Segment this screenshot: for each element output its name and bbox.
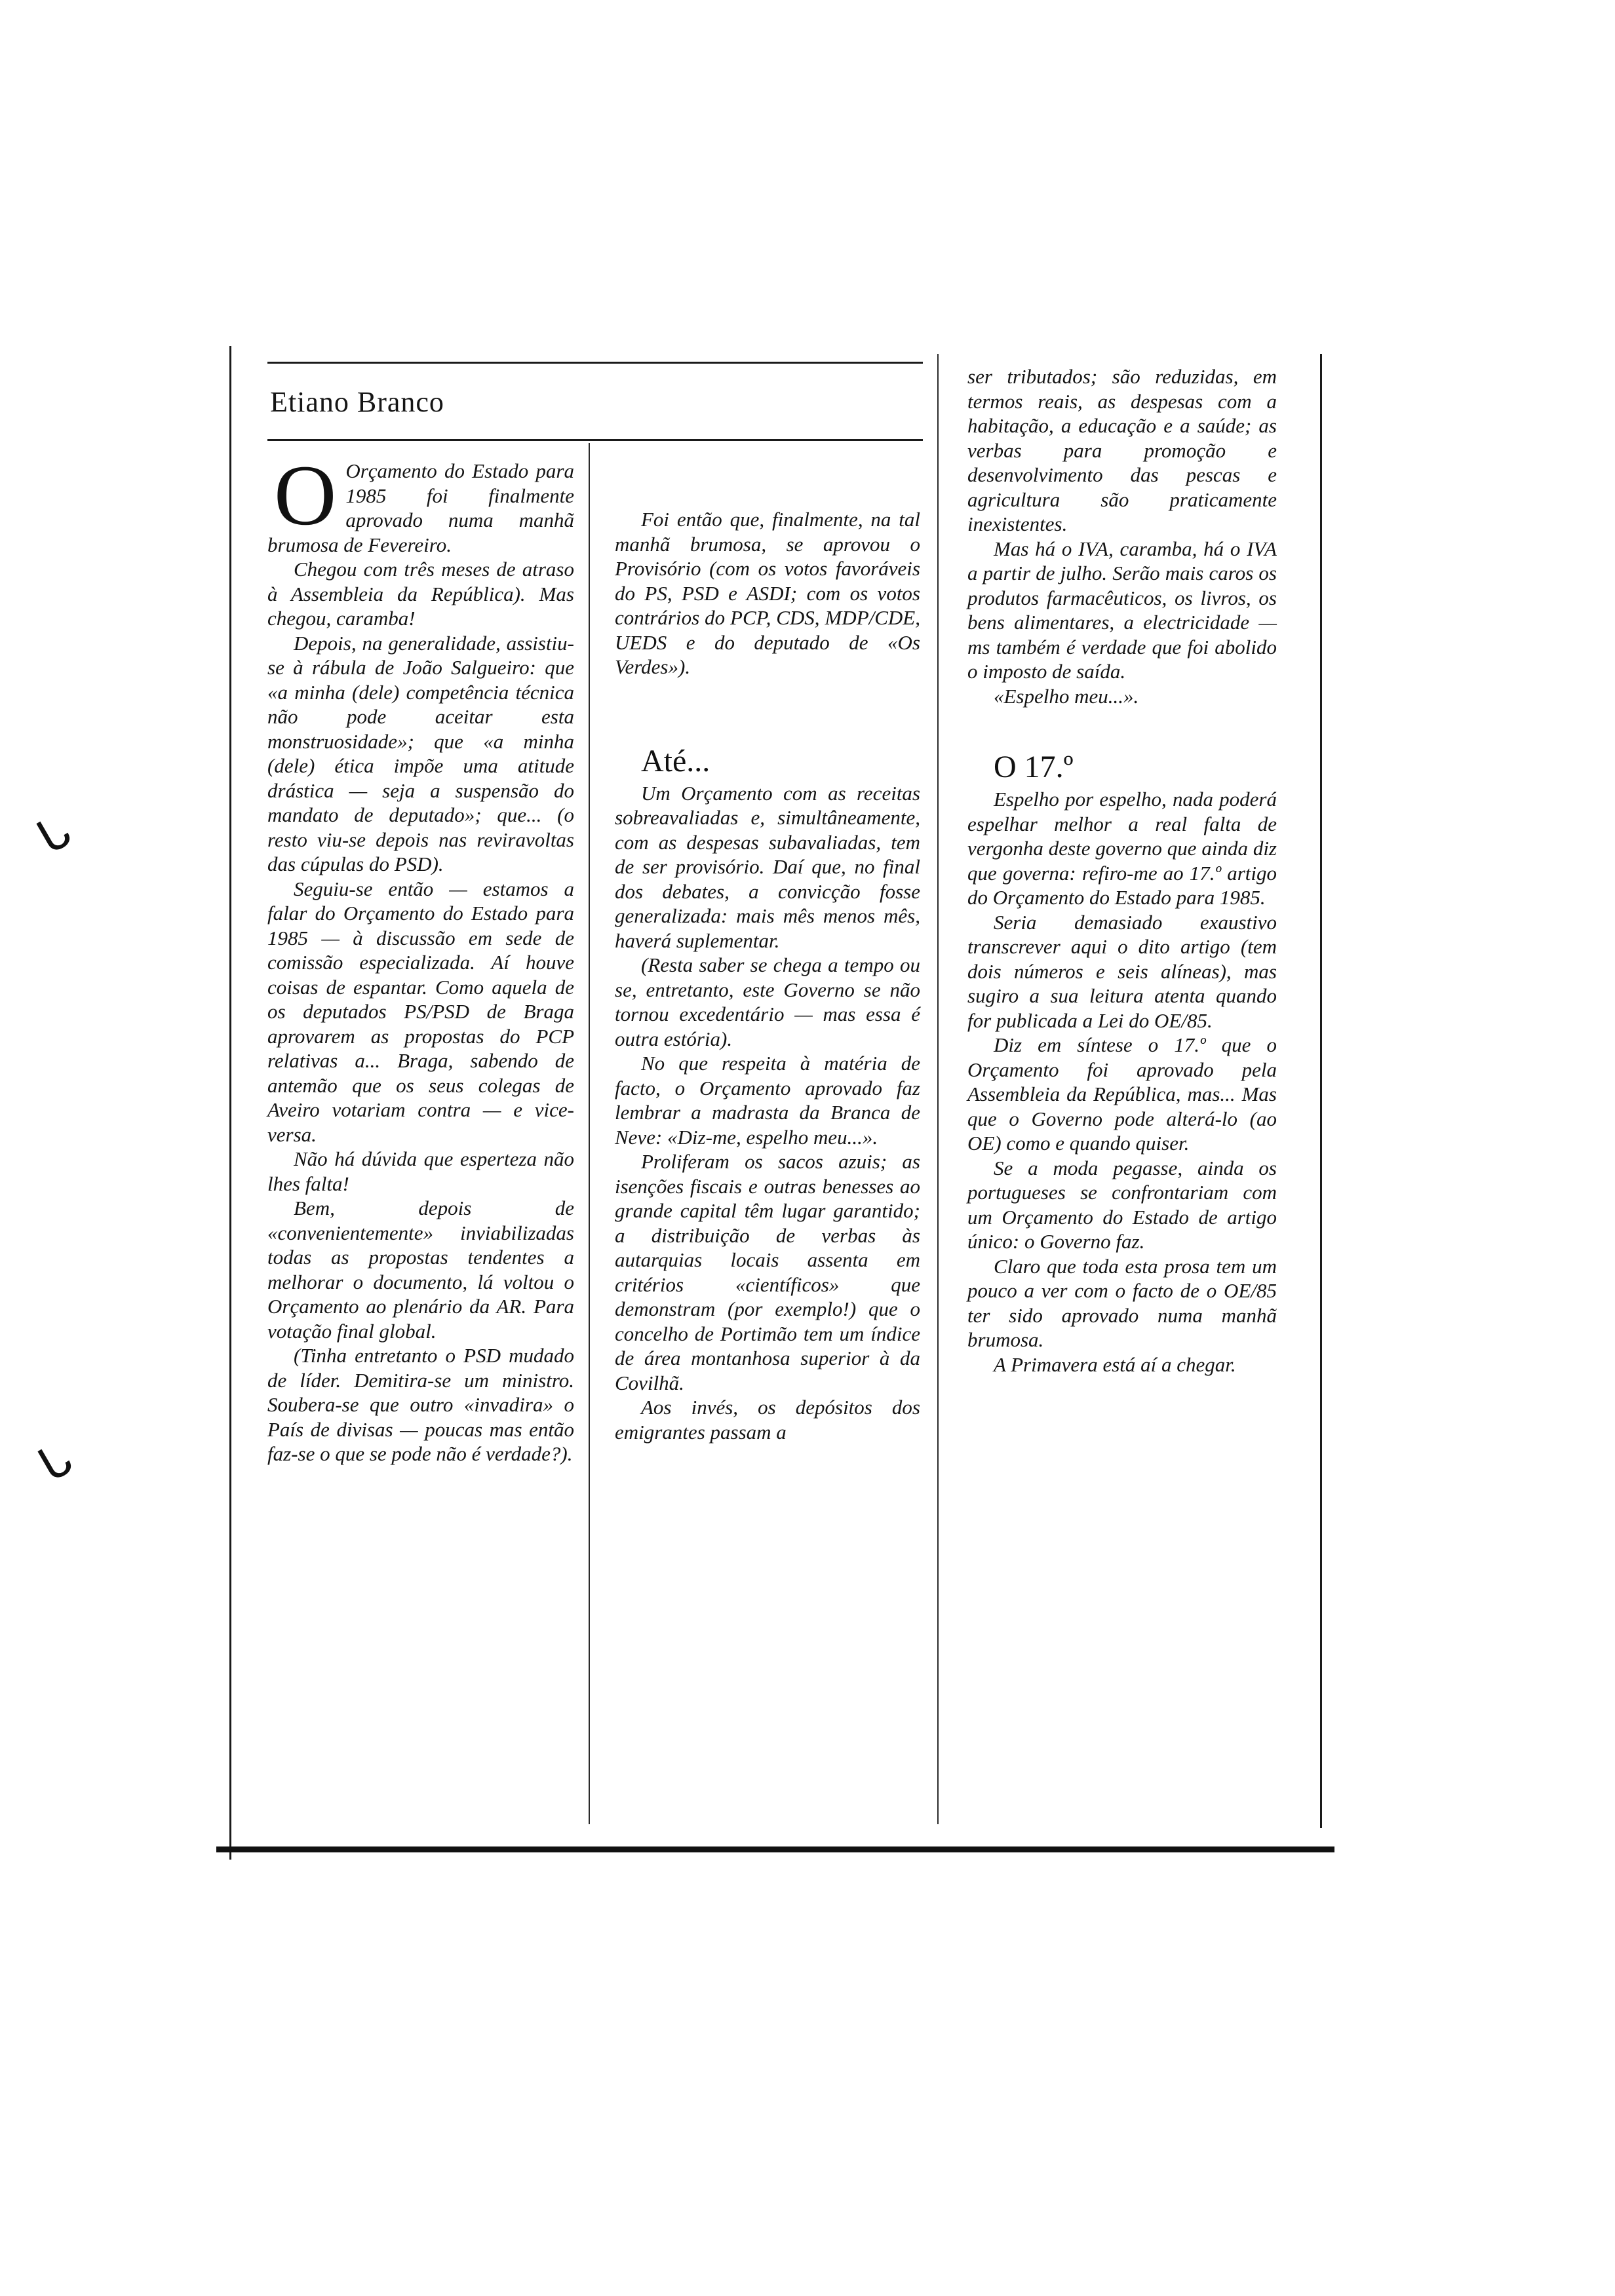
paragraph: Claro que toda esta prosa tem um pouco a ver com o facto de o OE/85 ter sido aprovado numa manhã brumosa. [967, 1254, 1277, 1351]
scan-mark-left-lower: ᒐ [29, 1431, 81, 1493]
paragraph: Se a moda pegasse, ainda os portugueses se confrontariam com um Orçamento do Estado de artigo único: o Governo faz. [967, 1156, 1277, 1253]
column-divider-2 [937, 354, 939, 1824]
left-frame-rule [229, 346, 231, 1860]
paragraph: Aos invés, os depósitos dos emigrantes passam a [615, 1396, 920, 1444]
paragraph: Bem, depois de «convenientemente» inviabilizadas todas as propostas tendentes a melhorar o documento, lá voltou o Orçamento ao plenário da AR. Para votação final global. [267, 1196, 574, 1343]
scan-mark-left-upper: ᒐ [28, 803, 80, 865]
lead-text: Orçamento do Estado para 1985 foi finalmente aprovado numa manhã brumosa de Fevereiro. [267, 459, 574, 556]
paragraph: «Espelho meu...». [994, 684, 1139, 708]
article-column-1 [267, 447, 574, 1466]
paragraph: No que respeita à matéria de facto, o Orçamento aprovado faz lembrar a madrasta da Branca de Neve: «Diz-me, espelho meu...». [615, 1052, 920, 1149]
lead-paragraph [267, 447, 574, 557]
right-frame-rule [1320, 354, 1322, 1828]
drop-cap: O [274, 447, 337, 543]
paragraph: ser tributados; são reduzidas, em termos reais, as despesas com a habitação, a educação e a saúde; as verbas para promoção e desenvolvimento das pescas e agricultura são praticamente inexistentes. [967, 365, 1277, 535]
bottom-frame-rule [216, 1846, 1334, 1852]
article-column-3 [967, 364, 1277, 1377]
paragraph: Espelho por espelho, nada poderá espelhar melhor a real falta de vergonha deste governo que ainda diz que governa: refiro-me ao 17.º artigo do Orçamento do Estado para 1985. [967, 788, 1277, 909]
paragraph: A Primavera está aí a chegar. [994, 1352, 1236, 1376]
section-heading-17: O 17.º [994, 750, 1074, 784]
paragraph: Chegou com três meses de atraso à Assembleia da República). Mas chegou, caramba! [267, 558, 574, 630]
paragraph: Um Orçamento com as receitas sobreavaliadas e, simultâneamente, com as despesas subavaliadas, tem de ser provisório. Daí que, no final dos debates, a convicção fosse generalizada: mais mês menos mês, haverá suplementar. [615, 781, 920, 952]
top-header-rule [267, 362, 923, 364]
paragraph: Mas há o IVA, caramba, há o IVA a partir de julho. Serão mais caros os produtos farmacêuticos, os livros, os bens alimentares, a electricidade — ms também é verdade que foi abolido o imposto de saída. [967, 537, 1277, 683]
author-byline: Etiano Branco [270, 386, 444, 418]
paragraph: (Resta saber se chega a tempo ou se, entretanto, este Governo se não tornou excedentário — mas essa é outra estória). [615, 953, 920, 1050]
paragraph: Diz em síntese o 17.º que o Orçamento foi aprovado pela Assembleia da República, mas... Mas que o Governo pode alterá-lo (ao OE) como e quando quiser. [967, 1033, 1277, 1155]
section-heading-ate: Até... [641, 743, 710, 778]
paragraph: Seguiu-se então — estamos a falar do Orçamento do Estado para 1985 — à discussão em sede de comissão especializada. Aí houve coisas de espantar. Como aquela de os deputados PS/PSD de Braga aprovarem as propostas do PCP relativas a... Braga, sabendo de antemão que os seus colegas de Aveiro votariam contra — e vice-versa. [267, 877, 574, 1146]
paragraph: Seria demasiado exaustivo transcrever aqui o dito artigo (tem dois números e seis alíneas), mas sugiro a sua leitura atenta quando for publicada a Lei do OE/85. [967, 910, 1277, 1032]
paragraph: Foi então que, finalmente, na tal manhã brumosa, se aprovou o Provisório (com os votos favoráveis do PS, PSD e ASDI; com os votos contrários do PCP, CDS, MDP/CDE, UEDS e do deputado de «Os Verdes»). [615, 508, 920, 678]
paragraph: (Tinha entretanto o PSD mudado de líder. Demitira-se um ministro. Soubera-se que outro «invadira» o País de divisas — poucas mas então faz-se o que se pode não é verdade?). [267, 1344, 574, 1465]
article-column-2 [615, 507, 920, 1444]
paragraph: Não há dúvida que esperteza não lhes falta! [267, 1147, 574, 1195]
column-divider-1 [589, 443, 590, 1824]
author-underline-rule [267, 439, 923, 441]
paragraph: Depois, na generalidade, assistiu-se à rábula de João Salgueiro: que «a minha (dele) competência técnica não pode aceitar esta monstruosidade»; que «a minha (dele) ética impõe uma atitude drástica — seja a suspensão do mandato de deputado»; que... (o resto viu-se depois nas reviravoltas das cúpulas do PSD). [267, 631, 574, 875]
paragraph: Proliferam os sacos azuis; as isenções fiscais e outras benesses ao grande capital têm lugar garantido; a distribuição de verbas às autarquias locais assenta em critérios «científicos» que demonstram (por exemplo!) que o concelho de Portimão tem um índice de área montanhosa superior à da Covilhã. [615, 1150, 920, 1394]
